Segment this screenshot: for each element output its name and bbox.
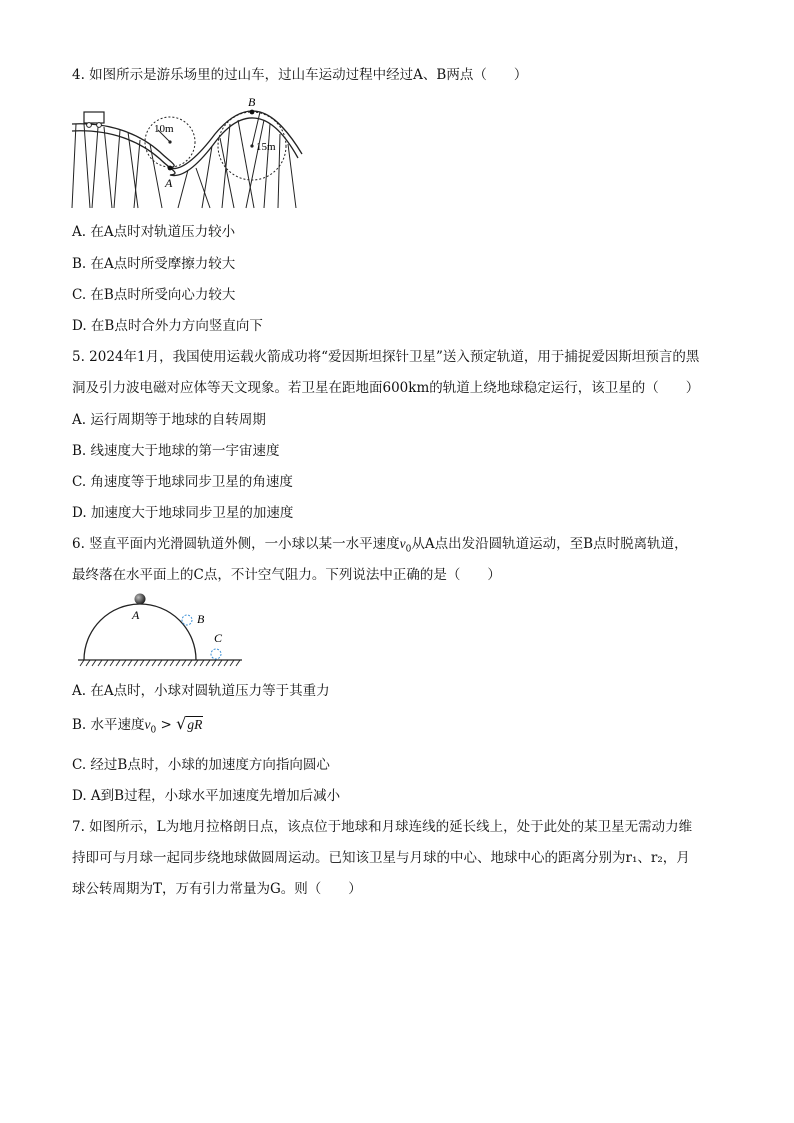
q6-option-b-rel: > bbox=[156, 717, 177, 733]
q6-stem-line1 bbox=[72, 535, 688, 559]
q6-option-b-expr: gR bbox=[187, 717, 203, 732]
roller-coaster-figure bbox=[70, 94, 310, 210]
q7-line3: 球公转周期为T，万有引力常量为G。则（ ） bbox=[72, 881, 362, 897]
point-b-dot bbox=[250, 110, 255, 115]
q6-option-b-prefix: B. 水平速度 bbox=[72, 717, 145, 733]
q5-option-c[interactable]: C. 角速度等于地球同步卫星的角速度 bbox=[72, 474, 293, 490]
q6-option-c[interactable]: C. 经过B点时，小球的加速度方向指向圆心 bbox=[72, 757, 330, 773]
radius-large-label: 15m bbox=[256, 141, 276, 153]
semicircle-track-figure bbox=[74, 590, 246, 668]
q6-option-b-sub: 0 bbox=[150, 725, 157, 736]
q6-option-a[interactable]: A. 在A点时，小球对圆轨道压力等于其重力 bbox=[72, 683, 330, 699]
semicircle-track bbox=[84, 604, 196, 660]
q6-v-symbol: v bbox=[399, 536, 406, 551]
q6-option-b-v: v bbox=[144, 717, 151, 732]
label-a: A bbox=[165, 176, 173, 190]
ball-at-a bbox=[135, 594, 146, 605]
sqrt-sign: √ bbox=[176, 714, 187, 733]
q7-line2: 持即可与月球一起同步绕地球做圆周运动。已知该卫星与月球的中心、地球中心的距离分别为r₁、r₂，月 bbox=[72, 850, 690, 866]
q4-option-a[interactable]: A. 在A点时对轨道压力较小 bbox=[72, 224, 236, 240]
radius-small-label: 10m bbox=[154, 123, 174, 135]
q5-option-b[interactable]: B. 线速度大于地球的第一宇宙速度 bbox=[72, 443, 280, 459]
q7-line1: 7. 如图所示，L为地月拉格朗日点，该点位于地球和月球连线的延长线上，处于此处的某卫星无需动力维 bbox=[72, 819, 693, 835]
q6-stem-part-a: 6. 竖直平面内光滑圆轨道外侧，一小球以某一水平速度 bbox=[72, 536, 400, 552]
label-b: B bbox=[248, 95, 256, 109]
q6-stem-line2: 最终落在水平面上的C点，不计空气阻力。下列说法中正确的是（ ） bbox=[72, 567, 501, 583]
q4-stem: 4. 如图所示是游乐场里的过山车，过山车运动过程中经过A、B两点（ ） bbox=[72, 67, 528, 83]
q6-option-b[interactable] bbox=[72, 713, 203, 742]
q5-stem-line2: 洞及引力波电磁对应体等天文现象。若卫星在距地面600km的轨道上绕地球稳定运行，该卫星的（ ） bbox=[72, 380, 700, 396]
label-c: C bbox=[214, 631, 223, 645]
q6-option-d[interactable]: D. A到B过程，小球水平加速度先增加后减小 bbox=[72, 788, 341, 804]
label-a: A bbox=[132, 608, 140, 622]
q5-option-a[interactable]: A. 运行周期等于地球的自转周期 bbox=[72, 412, 266, 428]
q6-stem-part-b: 从A点出发沿圆轨道运动，至B点时脱离轨道， bbox=[411, 536, 688, 552]
label-b: B bbox=[197, 612, 205, 626]
q4-option-c[interactable]: C. 在B点时所受向心力较大 bbox=[72, 287, 236, 303]
q5-stem-line1: 5. 2024年1月，我国使用运载火箭成功将“爱因斯坦探针卫星”送入预定轨道，用于捕捉爱因斯坦预言的黑 bbox=[72, 349, 700, 365]
q4-option-b[interactable]: B. 在A点时所受摩擦力较大 bbox=[72, 256, 236, 272]
coaster-car bbox=[84, 112, 104, 123]
q4-option-d[interactable]: D. 在B点时合外力方向竖直向下 bbox=[72, 318, 263, 334]
q5-option-d[interactable]: D. 加速度大于地球同步卫星的加速度 bbox=[72, 505, 294, 521]
point-a-dot bbox=[168, 166, 173, 171]
q6-v-subscript: 0 bbox=[405, 544, 412, 555]
ball-at-b bbox=[182, 615, 192, 625]
ball-at-c bbox=[211, 649, 221, 659]
